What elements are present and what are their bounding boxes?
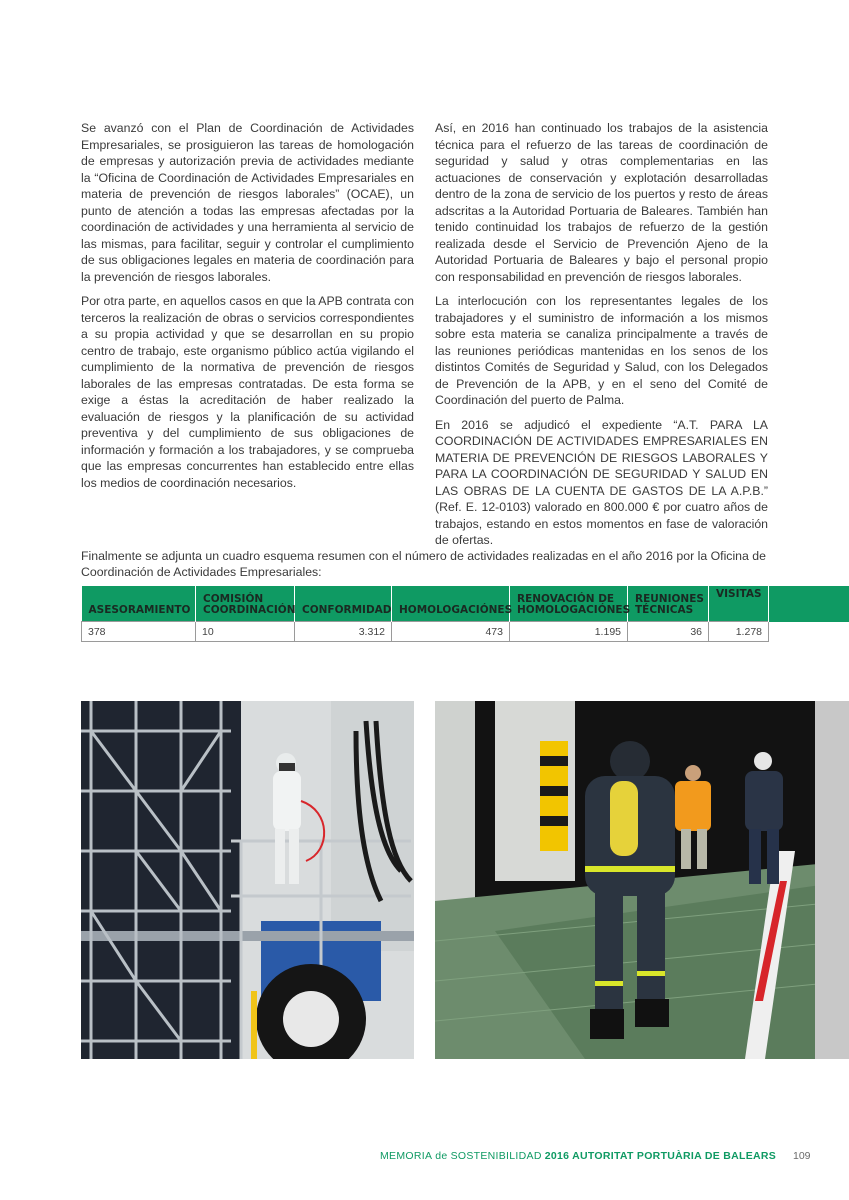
header-asesoramiento: ASESORAMIENTO xyxy=(82,586,196,622)
footer-sostenibilidad: SOSTENIBILIDAD xyxy=(450,1150,542,1162)
header-empty xyxy=(769,586,849,622)
cell-comision: 10 xyxy=(196,622,295,642)
header-visitas: VISITAS xyxy=(709,586,769,622)
footer-memoria: MEMORIA xyxy=(380,1150,433,1162)
cell-asesoramiento: 378 xyxy=(82,622,196,642)
header-conformidad: CONFORMIDAD xyxy=(295,586,392,622)
cell-empty xyxy=(769,622,849,642)
page-number: 109 xyxy=(793,1150,811,1162)
cell-renovacion: 1.195 xyxy=(510,622,628,642)
header-reuniones-tecnicas: REUNIONES TÉCNICAS xyxy=(628,586,709,622)
table-header-row xyxy=(82,586,849,622)
cell-homologaciones: 473 xyxy=(392,622,510,642)
paragraph-plan-coordinacion: Se avanzó con el Plan de Coordinación de Actividades Empresariales, se prosiguieron las tareas de homologación de empresas y autorización previa de actividades mediante la “Oficina de Coordinación de Actividades Empresariales en materia de prevención de riesgos laborales” (OCAE), un punto de atención a todas las empresas afectadas por la coordinación de actividades y una herramienta al servicio de las mismas, para facilitar, seguir y controlar el cumplimiento de sus obligaciones legales en materia de coordinación para la prevención de riesgos laborales. xyxy=(81,121,414,284)
paragraph-asistencia-tecnica: Así, en 2016 han continuado los trabajos de la asistencia técnica para el refuerzo de las tareas de coordinación de seguridad y salud y otras complementarias en las actuaciones de conservación y explotación desarrolladas dentro de la zona de servicio de los puertos y resto de áreas adscritas a la Autoridad Portuaria de Baleares. También han tenido continuidad los trabajos de refuerzo de la gestión realizada desde el Servicio de Prevención Ajeno de la Autoridad Portuaria de Baleares y bajo el personal propio con responsabilidad en prevención de riesgos laborales. xyxy=(435,121,768,284)
firefighters-illustration xyxy=(435,701,849,1059)
text-column-left xyxy=(81,120,414,499)
header-comision-coordinacion: COMISIÓN COORDINACIÓN xyxy=(196,586,295,622)
page-footer xyxy=(380,1150,810,1162)
table-intro-text: Finalmente se adjunta un cuadro esquema resumen con el número de actividades realizadas en el año 2016 por la Oficina de Coordinación de Actividades Empresariales: xyxy=(81,549,766,579)
footer-de: de xyxy=(435,1150,448,1162)
text-column-right xyxy=(435,120,768,557)
header-renovacion-homologaciones: RENOVACIÓN DE HOMOLOGACIÓNES xyxy=(510,586,628,622)
photo-scaffolding-worker xyxy=(81,701,414,1059)
table-row xyxy=(82,622,849,642)
paragraph-interlocucion: La interlocución con los representantes legales de los trabajadores y el suministro de información a los mismos sobre esta materia se canaliza principalmente a través de las reuniones periódicas mantenidas en los senos de los distintos Comités de Seguridad y Salud, con los Delegados de Prevención de la APB, y en el seno del Comité de Coordinación del puerto de Palma. xyxy=(435,294,768,407)
photo-firefighters xyxy=(435,701,849,1059)
scaffolding-illustration xyxy=(81,701,414,1059)
header-homologaciones: HOMOLOGACIÓNES xyxy=(392,586,510,622)
cell-conformidad: 3.312 xyxy=(295,622,392,642)
activities-summary-table xyxy=(81,586,849,642)
paragraph-expediente: En 2016 se adjudicó el expediente “A.T. PARA LA COORDINACIÓN DE ACTIVIDADES EMPRESARIALES EN MATERIA DE PREVENCIÓN DE RIESGOS LABORALES Y PARA LA COORDINACIÓN DE SEGURIDAD Y SALUD EN LAS OBRAS DE LA CUENTA DE GASTOS DE LA A.P.B.” (Ref. E. 12-0103) valorado en 800.000 € por cuatro años de trabajos, estando en estos momentos en fase de valoración de ofertas. xyxy=(435,417,768,547)
cell-visitas: 1.278 xyxy=(709,622,769,642)
cell-reuniones: 36 xyxy=(628,622,709,642)
paragraph-contratacion-terceros: Por otra parte, en aquellos casos en que la APB contrata con terceros la realización de obras o servicios correspondientes a su propia actividad y que se desarrollan en su propio centro de trabajo, este organismo público actúa vigilando el cumplimiento de la normativa de prevención de riesgos laborales de las empresas contratadas. De esta forma se exige a éstas la acreditación de haber realizado la evaluación de riesgos y la planificación de su actividad preventiva y del cumplimiento de sus obligaciones de información y formación a los trabajadores, y se comprueba que las empresas concurrentes han establecido entre ellas los medios de coordinación necesarios. xyxy=(81,294,414,490)
footer-title: 2016 AUTORITAT PORTUÀRIA DE BALEARS xyxy=(544,1150,777,1162)
